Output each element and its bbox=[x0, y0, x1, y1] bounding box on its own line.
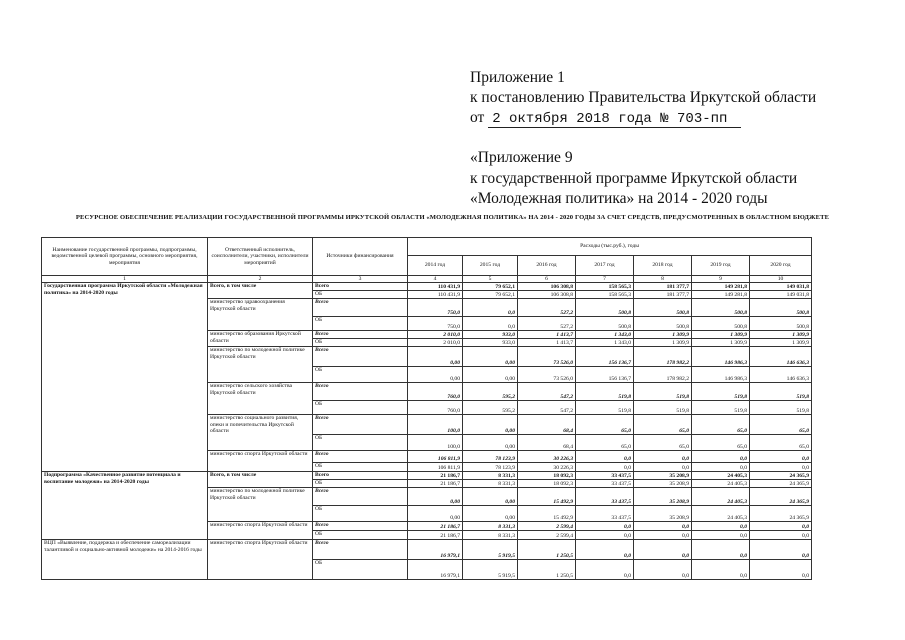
value-cell: 78 123,9 bbox=[463, 451, 518, 463]
program-appendix-line-1: «Приложение 9 bbox=[470, 149, 573, 166]
value-cell: 0,0 bbox=[576, 451, 634, 463]
value-cell: 0,0 bbox=[576, 540, 634, 560]
value-cell: 760,0 bbox=[408, 401, 463, 415]
source: ОБ bbox=[313, 339, 408, 347]
value-cell: 1 309,9 bbox=[692, 331, 750, 339]
col-name-header: Наименование государственной программы, подпрограммы, ведомственной целевой программы, основного мероприятия, мероприятия bbox=[42, 238, 208, 276]
value-cell: 106 308,8 bbox=[518, 283, 576, 291]
value-cell: 65,0 bbox=[692, 415, 750, 435]
value-cell: 35 208,9 bbox=[634, 480, 692, 488]
value-cell: 519,8 bbox=[634, 401, 692, 415]
value-cell: 0,0 bbox=[634, 463, 692, 472]
value-cell: 760,0 bbox=[408, 383, 463, 401]
executor: министерство образования Иркутской области bbox=[208, 331, 313, 347]
value-cell: 500,8 bbox=[634, 299, 692, 317]
value-cell: 0,0 bbox=[634, 522, 692, 531]
value-cell: 0,0 bbox=[576, 522, 634, 531]
value-cell: 547,2 bbox=[518, 383, 576, 401]
value-cell: 1 250,5 bbox=[518, 540, 576, 560]
value-cell: 519,8 bbox=[750, 383, 812, 401]
colnum: 1 bbox=[42, 276, 208, 283]
year-header: 2018 год bbox=[634, 256, 692, 276]
colnum: 8 bbox=[634, 276, 692, 283]
value-cell: 1 413,7 bbox=[518, 331, 576, 339]
value-cell: 35 208,9 bbox=[634, 472, 692, 480]
value-cell: 146 986,3 bbox=[692, 367, 750, 383]
value-cell: 73 526,0 bbox=[518, 367, 576, 383]
value-cell: 146 636,3 bbox=[750, 367, 812, 383]
value-cell: 15 492,9 bbox=[518, 506, 576, 522]
value-cell: 750,0 bbox=[408, 299, 463, 317]
source: Всего bbox=[313, 540, 408, 560]
value-cell: 500,8 bbox=[576, 317, 634, 331]
value-cell: 0,00 bbox=[463, 488, 518, 506]
value-cell: 1 309,9 bbox=[750, 339, 812, 347]
value-cell: 158 565,3 bbox=[576, 283, 634, 291]
value-cell: 0,00 bbox=[463, 415, 518, 435]
value-cell: 0,00 bbox=[408, 367, 463, 383]
value-cell: 21 186,7 bbox=[408, 480, 463, 488]
value-cell: 0,0 bbox=[634, 531, 692, 540]
appendix-header bbox=[470, 68, 890, 129]
year-header: 2017 год bbox=[576, 256, 634, 276]
value-cell: 110 431,9 bbox=[408, 291, 463, 299]
value-cell: 0,0 bbox=[750, 560, 812, 580]
value-cell: 149 281,8 bbox=[692, 291, 750, 299]
value-cell: 500,8 bbox=[692, 317, 750, 331]
value-cell: 24 365,9 bbox=[750, 488, 812, 506]
value-cell: 1 309,9 bbox=[750, 331, 812, 339]
value-cell: 750,0 bbox=[408, 317, 463, 331]
executor: министерство спорта Иркутской области bbox=[208, 540, 313, 580]
value-cell: 18 092,3 bbox=[518, 480, 576, 488]
value-cell: 24 405,3 bbox=[692, 480, 750, 488]
colnum: 3 bbox=[313, 276, 408, 283]
value-cell: 65,0 bbox=[576, 435, 634, 451]
value-cell: 24 405,3 bbox=[692, 488, 750, 506]
value-cell: 79 652,1 bbox=[463, 283, 518, 291]
source: Всего bbox=[313, 283, 408, 291]
executor: Всего, в том числе bbox=[208, 283, 313, 299]
value-cell: 5 919,5 bbox=[463, 560, 518, 580]
value-cell: 519,8 bbox=[634, 383, 692, 401]
value-cell: 24 405,3 bbox=[692, 472, 750, 480]
executor: министерство спорта Иркутской области bbox=[208, 522, 313, 540]
executor: министерство социального развития, опеки и попечительства Иркутской области bbox=[208, 415, 313, 451]
year-header: 2019 год bbox=[692, 256, 750, 276]
value-cell: 65,0 bbox=[576, 415, 634, 435]
source: ОБ bbox=[313, 506, 408, 522]
value-cell: 181 377,7 bbox=[634, 291, 692, 299]
value-cell: 35 208,9 bbox=[634, 488, 692, 506]
value-cell: 519,8 bbox=[692, 383, 750, 401]
value-cell: 21 186,7 bbox=[408, 472, 463, 480]
value-cell: 527,2 bbox=[518, 299, 576, 317]
value-cell: 100,0 bbox=[408, 435, 463, 451]
value-cell: 500,8 bbox=[750, 299, 812, 317]
year-header: 2014 год bbox=[408, 256, 463, 276]
value-cell: 0,0 bbox=[692, 463, 750, 472]
value-cell: 2 599,4 bbox=[518, 531, 576, 540]
value-cell: 8 331,3 bbox=[463, 531, 518, 540]
value-cell: 595,2 bbox=[463, 383, 518, 401]
value-cell: 2 010,0 bbox=[408, 339, 463, 347]
value-cell: 0,00 bbox=[463, 367, 518, 383]
value-cell: 0,0 bbox=[750, 531, 812, 540]
value-cell: 0,0 bbox=[576, 560, 634, 580]
value-cell: 519,8 bbox=[576, 383, 634, 401]
value-cell: 2 599,4 bbox=[518, 522, 576, 531]
value-cell: 65,0 bbox=[750, 435, 812, 451]
value-cell: 547,2 bbox=[518, 401, 576, 415]
table-row bbox=[42, 283, 812, 291]
value-cell: 1 309,9 bbox=[692, 339, 750, 347]
program-appendix-line-3: «Молодежная политика» на 2014 - 2020 годы bbox=[470, 190, 768, 207]
value-cell: 16 979,1 bbox=[408, 560, 463, 580]
value-cell: 0,0 bbox=[463, 317, 518, 331]
value-cell: 30 226,3 bbox=[518, 451, 576, 463]
source: Всего bbox=[313, 383, 408, 401]
colnum: 2 bbox=[208, 276, 313, 283]
value-cell: 156 136,7 bbox=[576, 347, 634, 367]
source: ОБ bbox=[313, 480, 408, 488]
value-cell: 100,0 bbox=[408, 415, 463, 435]
resource-table bbox=[41, 237, 812, 580]
table-row bbox=[42, 472, 812, 480]
source: ОБ bbox=[313, 317, 408, 331]
value-cell: 146 636,3 bbox=[750, 347, 812, 367]
value-cell: 0,0 bbox=[463, 299, 518, 317]
value-cell: 68,4 bbox=[518, 415, 576, 435]
vcp-name: ВЦП «Выявление, поддержка и обеспечение самореализации талантливой и социально-активной молодежи» на 2014-2016 годы bbox=[42, 540, 208, 580]
value-cell: 181 377,7 bbox=[634, 283, 692, 291]
colnum: 7 bbox=[576, 276, 634, 283]
value-cell: 8 331,3 bbox=[463, 522, 518, 531]
value-cell: 0,0 bbox=[692, 560, 750, 580]
table-header-row bbox=[42, 238, 812, 256]
value-cell: 500,8 bbox=[692, 299, 750, 317]
value-cell: 1 343,0 bbox=[576, 331, 634, 339]
year-header: 2020 год bbox=[750, 256, 812, 276]
executor: министерство по молодежной политике Иркутской области bbox=[208, 488, 313, 522]
value-cell: 8 331,3 bbox=[463, 480, 518, 488]
table-row bbox=[42, 540, 812, 560]
value-cell: 110 431,9 bbox=[408, 283, 463, 291]
value-cell: 79 652,1 bbox=[463, 291, 518, 299]
value-cell: 527,2 bbox=[518, 317, 576, 331]
value-cell: 933,0 bbox=[463, 339, 518, 347]
col-executor-header: Ответственный исполнитель, соисполнители, участники, исполнители мероприятий bbox=[208, 238, 313, 276]
year-header: 2015 год bbox=[463, 256, 518, 276]
value-cell: 500,8 bbox=[576, 299, 634, 317]
value-cell: 0,0 bbox=[576, 463, 634, 472]
program-appendix-header bbox=[470, 148, 890, 210]
value-cell: 24 365,9 bbox=[750, 480, 812, 488]
value-cell: 0,0 bbox=[692, 451, 750, 463]
value-cell: 24 405,3 bbox=[692, 506, 750, 522]
value-cell: 24 365,9 bbox=[750, 472, 812, 480]
value-cell: 15 492,9 bbox=[518, 488, 576, 506]
value-cell: 0,00 bbox=[408, 488, 463, 506]
source: ОБ bbox=[313, 435, 408, 451]
value-cell: 0,0 bbox=[576, 531, 634, 540]
year-header: 2016 год bbox=[518, 256, 576, 276]
value-cell: 0,0 bbox=[750, 463, 812, 472]
value-cell: 65,0 bbox=[634, 415, 692, 435]
source: ОБ bbox=[313, 531, 408, 540]
value-cell: 146 986,3 bbox=[692, 347, 750, 367]
source: Всего bbox=[313, 331, 408, 339]
value-cell: 0,0 bbox=[634, 451, 692, 463]
value-cell: 149 031,8 bbox=[750, 283, 812, 291]
resolution-date: 2 октября 2018 года № 703-пп bbox=[488, 111, 741, 128]
value-cell: 68,4 bbox=[518, 435, 576, 451]
value-cell: 500,8 bbox=[750, 317, 812, 331]
colnum: 4 bbox=[408, 276, 463, 283]
value-cell: 0,00 bbox=[408, 347, 463, 367]
value-cell: 0,00 bbox=[463, 506, 518, 522]
value-cell: 30 226,3 bbox=[518, 463, 576, 472]
expenses-header: Расходы (тыс.руб.), годы bbox=[408, 238, 812, 256]
source: ОБ bbox=[313, 367, 408, 383]
value-cell: 33 437,5 bbox=[576, 480, 634, 488]
value-cell: 16 979,1 bbox=[408, 540, 463, 560]
source: Всего bbox=[313, 415, 408, 435]
value-cell: 0,0 bbox=[750, 522, 812, 531]
value-cell: 158 565,3 bbox=[576, 291, 634, 299]
subprogram-name: Подпрограмма «Качественное развитие потенциала и воспитание молодежи» на 2014-2020 годы bbox=[42, 472, 208, 540]
value-cell: 18 092,3 bbox=[518, 472, 576, 480]
executor: министерство спорта Иркутской области bbox=[208, 451, 313, 472]
source: Всего bbox=[313, 347, 408, 367]
value-cell: 33 437,5 bbox=[576, 506, 634, 522]
value-cell: 5 919,5 bbox=[463, 540, 518, 560]
value-cell: 21 186,7 bbox=[408, 531, 463, 540]
program-appendix-line-2: к государственной программе Иркутской области bbox=[470, 169, 798, 187]
value-cell: 0,0 bbox=[692, 540, 750, 560]
source: ОБ bbox=[313, 463, 408, 472]
value-cell: 65,0 bbox=[634, 435, 692, 451]
value-cell: 21 186,7 bbox=[408, 522, 463, 531]
value-cell: 106 811,9 bbox=[408, 451, 463, 463]
source: Всего bbox=[313, 451, 408, 463]
value-cell: 1 309,9 bbox=[634, 331, 692, 339]
appendix-line-3: от 2 октября 2018 года № 703-пп bbox=[470, 108, 890, 129]
value-cell: 33 437,5 bbox=[576, 472, 634, 480]
executor: Всего, в том числе bbox=[208, 472, 313, 488]
source: ОБ bbox=[313, 401, 408, 415]
executor: министерство по молодежной политике Иркутской области bbox=[208, 347, 313, 383]
value-cell: 78 123,9 bbox=[463, 463, 518, 472]
colnum-row bbox=[42, 276, 812, 283]
value-cell: 149 281,8 bbox=[692, 283, 750, 291]
value-cell: 33 437,5 bbox=[576, 488, 634, 506]
value-cell: 519,8 bbox=[576, 401, 634, 415]
colnum: 6 bbox=[518, 276, 576, 283]
appendix-line-2: к постановлению Правительства Иркутской области bbox=[470, 89, 817, 106]
value-cell: 0,0 bbox=[634, 540, 692, 560]
value-cell: 156 136,7 bbox=[576, 367, 634, 383]
value-cell: 595,2 bbox=[463, 401, 518, 415]
value-cell: 73 526,0 bbox=[518, 347, 576, 367]
value-cell: 24 365,9 bbox=[750, 506, 812, 522]
value-cell: 0,0 bbox=[634, 560, 692, 580]
value-cell: 0,0 bbox=[750, 451, 812, 463]
col-source-header: Источники финансирования bbox=[313, 238, 408, 276]
value-cell: 0,00 bbox=[408, 506, 463, 522]
value-cell: 106 308,8 bbox=[518, 291, 576, 299]
value-cell: 500,8 bbox=[634, 317, 692, 331]
value-cell: 65,0 bbox=[692, 435, 750, 451]
source: Всего bbox=[313, 472, 408, 480]
value-cell: 1 309,9 bbox=[634, 339, 692, 347]
source: ОБ bbox=[313, 560, 408, 580]
source: Всего bbox=[313, 488, 408, 506]
value-cell: 65,0 bbox=[750, 415, 812, 435]
value-cell: 0,0 bbox=[750, 540, 812, 560]
source: ОБ bbox=[313, 291, 408, 299]
executor: министерство здравоохранения Иркутской области bbox=[208, 299, 313, 331]
value-cell: 0,00 bbox=[463, 435, 518, 451]
value-cell: 0,0 bbox=[692, 522, 750, 531]
colnum: 9 bbox=[692, 276, 750, 283]
value-cell: 519,8 bbox=[750, 401, 812, 415]
value-cell: 0,00 bbox=[463, 347, 518, 367]
source: Всего bbox=[313, 522, 408, 531]
program-name: Государственная программа Иркутской области «Молодежная политика» на 2014-2020 годы bbox=[42, 283, 208, 472]
value-cell: 0,0 bbox=[692, 531, 750, 540]
value-cell: 1 413,7 bbox=[518, 339, 576, 347]
value-cell: 2 010,0 bbox=[408, 331, 463, 339]
value-cell: 178 982,2 bbox=[634, 347, 692, 367]
value-cell: 149 031,8 bbox=[750, 291, 812, 299]
source: Всего bbox=[313, 299, 408, 317]
value-cell: 8 331,3 bbox=[463, 472, 518, 480]
value-cell: 178 982,2 bbox=[634, 367, 692, 383]
value-cell: 35 208,9 bbox=[634, 506, 692, 522]
value-cell: 1 250,5 bbox=[518, 560, 576, 580]
value-cell: 519,8 bbox=[692, 401, 750, 415]
value-cell: 933,0 bbox=[463, 331, 518, 339]
appendix-line-1: Приложение 1 bbox=[470, 69, 565, 86]
executor: министерство сельского хозяйства Иркутской области bbox=[208, 383, 313, 415]
value-cell: 106 811,9 bbox=[408, 463, 463, 472]
document-title: РЕСУРСНОЕ ОБЕСПЕЧЕНИЕ РЕАЛИЗАЦИИ ГОСУДАРСТВЕННОЙ ПРОГРАММЫ ИРКУТСКОЙ ОБЛАСТИ «МОЛОДЕЖНАЯ ПОЛИТИКА» НА 2014 - 2020 ГОДЫ ЗА СЧЕТ СРЕДСТВ, ПРЕДУСМОТРЕННЫХ В ОБЛАСТНОМ БЮДЖЕТЕ bbox=[75, 214, 830, 221]
value-cell: 1 343,0 bbox=[576, 339, 634, 347]
colnum: 10 bbox=[750, 276, 812, 283]
colnum: 5 bbox=[463, 276, 518, 283]
